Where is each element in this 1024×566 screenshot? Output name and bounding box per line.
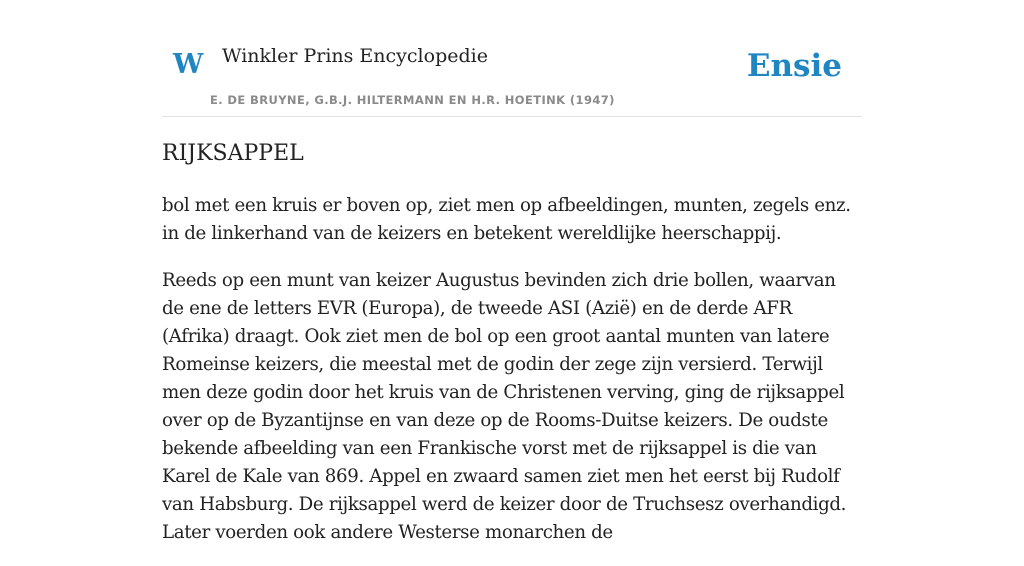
source-title[interactable]: Winkler Prins Encyclopedie [222, 45, 488, 67]
ensie-logo[interactable]: Ensie [746, 48, 842, 84]
winkler-prins-logo[interactable]: W [173, 49, 204, 80]
article-title: RIJKSAPPEL [162, 141, 304, 166]
article-paragraph: Reeds op een munt van keizer Augustus bevinden zich drie bollen, waarvan de ene de letters EVR (Europa), de tweede ASI (Azië) en de derde AFR (Afrika) draagt. Ook ziet men de bol op een groot aantal munten van latere Romeinse keizers, die meestal met de godin der zege zijn versierd. Terwijl men deze godin door het kruis van de Christenen verving, ging de rijksappel over op de Byzantijnse en van deze op de Rooms-Duitse keizers. De oudste bekende afbeelding van een Frankische vorst met de rijksappel is die van Karel de Kale van 869. Appel en zwaard samen ziet men het eerst bij Rudolf van Habsburg. De rijksappel werd de keizer door de Truchsesz overhandigd. Later voerden ook andere Westerse monarchen de [162, 270, 847, 543]
source-header [162, 0, 862, 117]
article-paragraph: bol met een kruis er boven op, ziet men op afbeeldingen, munten, zegels enz. in de linkerhand van de keizers en betekent wereldlijke heerschappij. [162, 195, 851, 244]
source-authors: E. DE BRUYNE, G.B.J. HILTERMANN EN H.R. HOETINK (1947) [210, 93, 615, 107]
article-body [162, 192, 862, 566]
